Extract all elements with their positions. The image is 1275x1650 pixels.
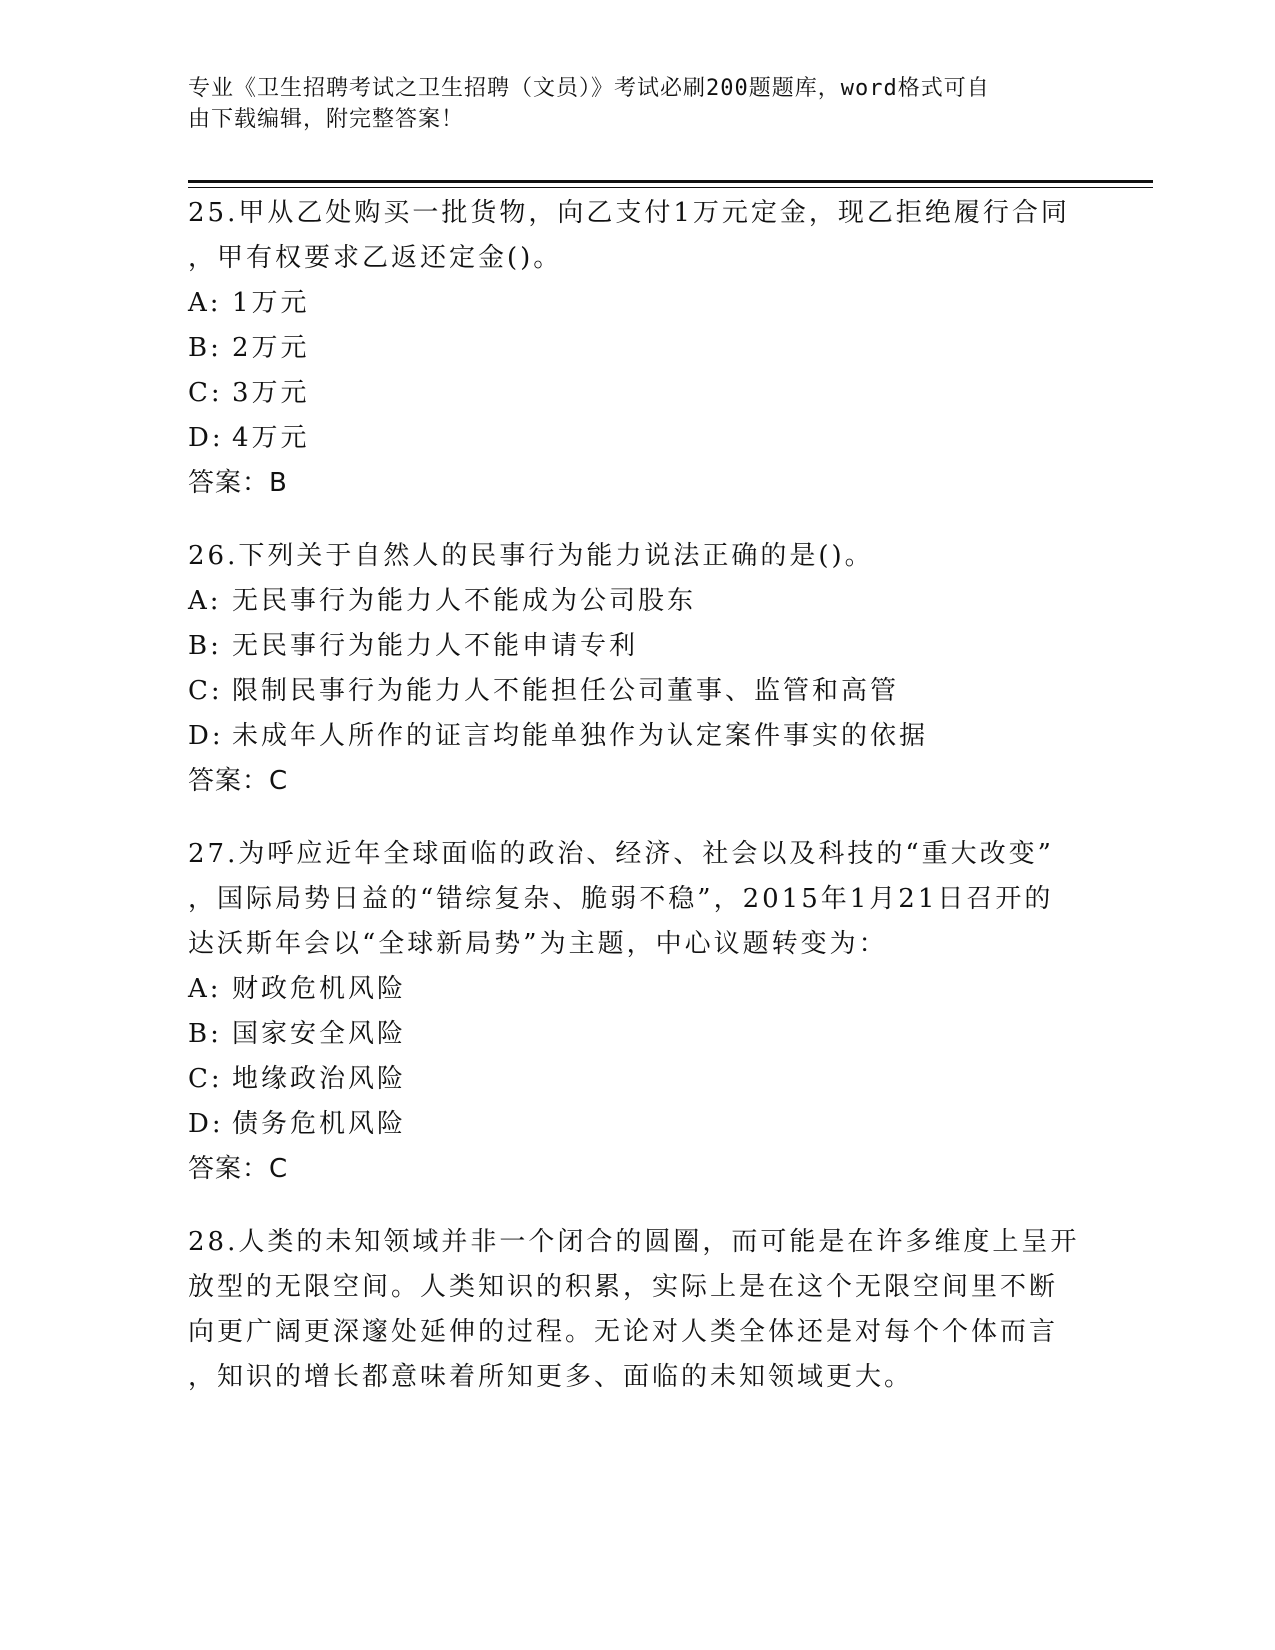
header-divider-thick [188, 180, 1153, 183]
option-c [188, 669, 1108, 714]
option-text: 国家安全风险 [232, 1019, 407, 1049]
option-text: 债务危机风险 [232, 1109, 407, 1139]
option-letter: A: [188, 586, 222, 616]
question-text-line: 26.下列关于自然人的民事行为能力说法正确的是()。 [188, 541, 874, 571]
option-d [188, 714, 1108, 759]
question-text-line: 25.甲从乙处购买一批货物，向乙支付1万元定金，现乙拒绝履行合同 [188, 198, 1070, 228]
question-26 [188, 534, 1108, 804]
document-header [188, 73, 1068, 135]
option-text: 地缘政治风险 [232, 1064, 407, 1094]
option-text: 未成年人所作的证言均能单独作为认定案件事实的依据 [232, 721, 929, 751]
option-text: 限制民事行为能力人不能担任公司董事、监管和高管 [232, 676, 900, 706]
answer-line: 答案：C [188, 766, 289, 796]
question-list [188, 191, 1108, 1428]
option-text: 财政危机风险 [232, 974, 407, 1004]
option-letter: D: [188, 721, 224, 751]
option-text: 3万元 [232, 378, 310, 408]
question-text-line: ，知识的增长都意味着所知更多、面临的未知领域更大。 [188, 1362, 914, 1392]
option-letter: D: [188, 1109, 224, 1139]
option-c [188, 371, 1108, 416]
question-text-line: 向更广阔更深邃处延伸的过程。无论对人类全体还是对每个个体而言 [188, 1317, 1059, 1347]
option-letter: D: [188, 423, 224, 453]
option-text: 无民事行为能力人不能成为公司股东 [232, 586, 697, 616]
option-c [188, 1057, 1108, 1102]
option-text: 4万元 [232, 423, 310, 453]
option-letter: B: [188, 333, 222, 363]
question-text-line: ，国际局势日益的“错综复杂、脆弱不稳”，2015年1月21日召开的 [188, 884, 1054, 914]
option-text: 2万元 [232, 333, 310, 363]
question-text-line: 放型的无限空间。人类知识的积累，实际上是在这个无限空间里不断 [188, 1272, 1059, 1302]
option-d [188, 1102, 1108, 1147]
option-text: 1万元 [232, 288, 310, 318]
option-a [188, 579, 1108, 624]
answer-line: 答案：C [188, 1154, 289, 1184]
header-line-2: 由下载编辑，附完整答案！ [188, 107, 465, 132]
option-letter: C: [188, 676, 223, 706]
option-a [188, 967, 1108, 1012]
option-letter: C: [188, 1064, 223, 1094]
option-b [188, 1012, 1108, 1057]
header-line-1: 专业《卫生招聘考试之卫生招聘（文员）》考试必刷200题题库，word格式可自 [188, 76, 990, 101]
question-text-line: 达沃斯年会以“全球新局势”为主题，中心议题转变为： [188, 929, 888, 959]
option-letter: B: [188, 631, 222, 661]
option-letter: C: [188, 378, 223, 408]
question-28 [188, 1220, 1108, 1400]
question-text-line: 28.人类的未知领域并非一个闭合的圆圈，而可能是在许多维度上呈开 [188, 1227, 1080, 1257]
option-a [188, 281, 1108, 326]
question-text-line: ，甲有权要求乙返还定金()。 [188, 243, 563, 273]
option-d [188, 416, 1108, 461]
option-letter: A: [188, 288, 222, 318]
option-b [188, 624, 1108, 669]
answer-line: 答案：B [188, 468, 288, 498]
option-text: 无民事行为能力人不能申请专利 [232, 631, 639, 661]
option-letter: A: [188, 974, 222, 1004]
option-b [188, 326, 1108, 371]
option-letter: B: [188, 1019, 222, 1049]
question-27 [188, 832, 1108, 1192]
question-text-line: 27.为呼应近年全球面临的政治、经济、社会以及科技的“重大改变” [188, 839, 1054, 869]
header-divider-thin [188, 187, 1153, 188]
question-25 [188, 191, 1108, 506]
